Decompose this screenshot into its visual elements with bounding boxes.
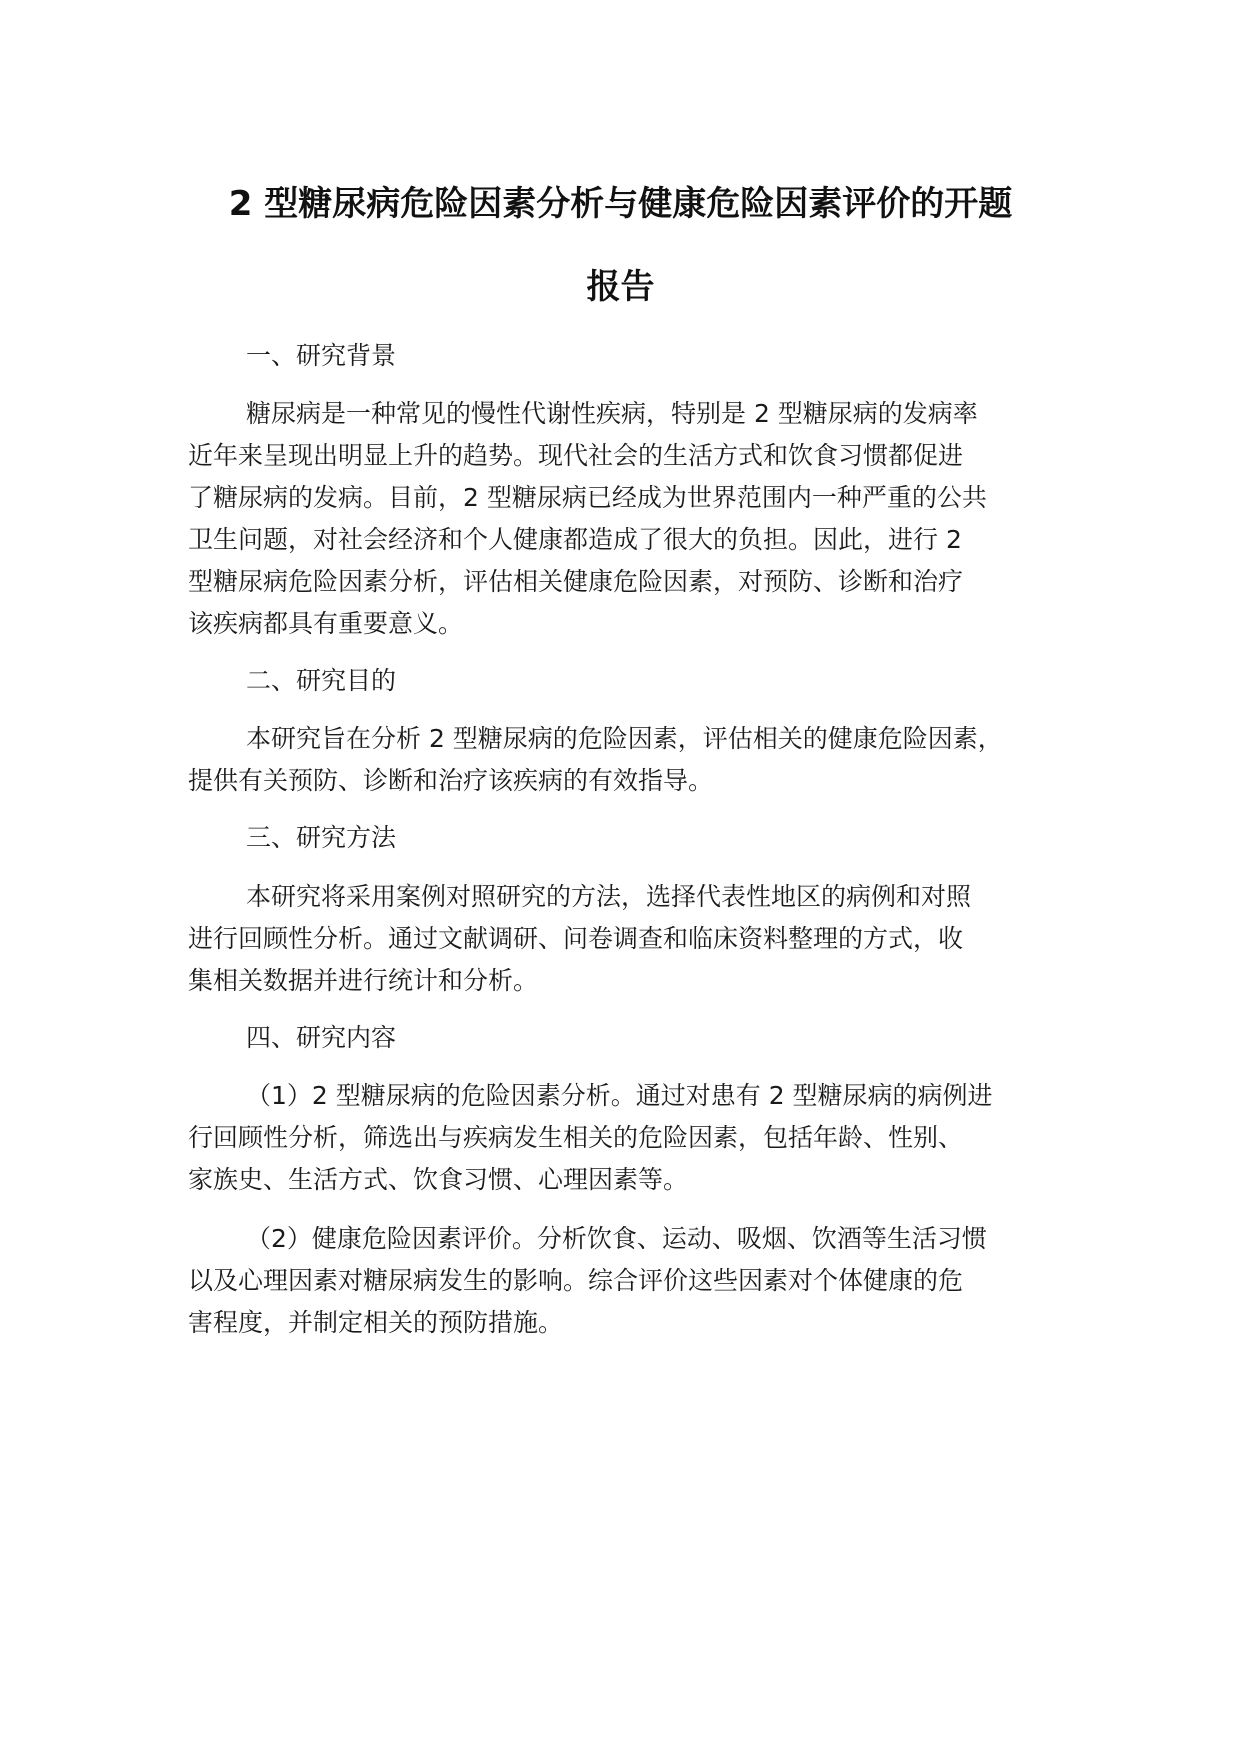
paragraph-line: 糖尿病是一种常见的慢性代谢性疾病，特别是 2 型糖尿病的发病率: [246, 399, 978, 428]
paragraph-line: 害程度，并制定相关的预防措施。: [188, 1308, 564, 1337]
paragraph-line: 本研究将采用案例对照研究的方法，选择代表性地区的病例和对照: [246, 882, 972, 911]
section-heading-background: 一、研究背景: [246, 341, 397, 370]
paragraph-line: 该疾病都具有重要意义。: [188, 609, 464, 638]
paragraph-line: 了糖尿病的发病。目前，2 型糖尿病已经成为世界范围内一种严重的公共: [188, 483, 987, 512]
paragraph-line: 近年来呈现出明显上升的趋势。现代社会的生活方式和饮食习惯都促进: [188, 441, 964, 470]
paragraph-line: 提供有关预防、诊断和治疗该疾病的有效指导。: [188, 766, 714, 795]
paragraph-line: 卫生问题，对社会经济和个人健康都造成了很大的负担。因此，进行 2: [188, 525, 962, 554]
paragraph-line: 行回顾性分析，筛选出与疾病发生相关的危险因素，包括年龄、性别、: [188, 1123, 964, 1152]
paragraph-line: 本研究旨在分析 2 型糖尿病的危险因素，评估相关的健康危险因素，: [246, 724, 1003, 753]
paragraph-line: （2）健康危险因素评价。分析饮食、运动、吸烟、饮酒等生活习惯: [246, 1224, 987, 1253]
document-title-line-1: 2 型糖尿病危险因素分析与健康危险因素评价的开题: [228, 184, 1013, 224]
section-heading-purpose: 二、研究目的: [246, 666, 397, 695]
paragraph-line: （1）2 型糖尿病的危险因素分析。通过对患有 2 型糖尿病的病例进: [246, 1081, 993, 1110]
paragraph-line: 进行回顾性分析。通过文献调研、问卷调查和临床资料整理的方式，收: [188, 924, 964, 953]
document-title-line-2: 报告: [586, 267, 655, 307]
section-heading-content: 四、研究内容: [246, 1023, 397, 1052]
paragraph-line: 集相关数据并进行统计和分析。: [188, 966, 539, 995]
paragraph-line: 以及心理因素对糖尿病发生的影响。综合评价这些因素对个体健康的危: [188, 1266, 964, 1295]
paragraph-line: 家族史、生活方式、饮食习惯、心理因素等。: [188, 1165, 689, 1194]
section-heading-methods: 三、研究方法: [246, 823, 397, 852]
paragraph-line: 型糖尿病危险因素分析，评估相关健康危险因素，对预防、诊断和治疗: [188, 567, 964, 596]
